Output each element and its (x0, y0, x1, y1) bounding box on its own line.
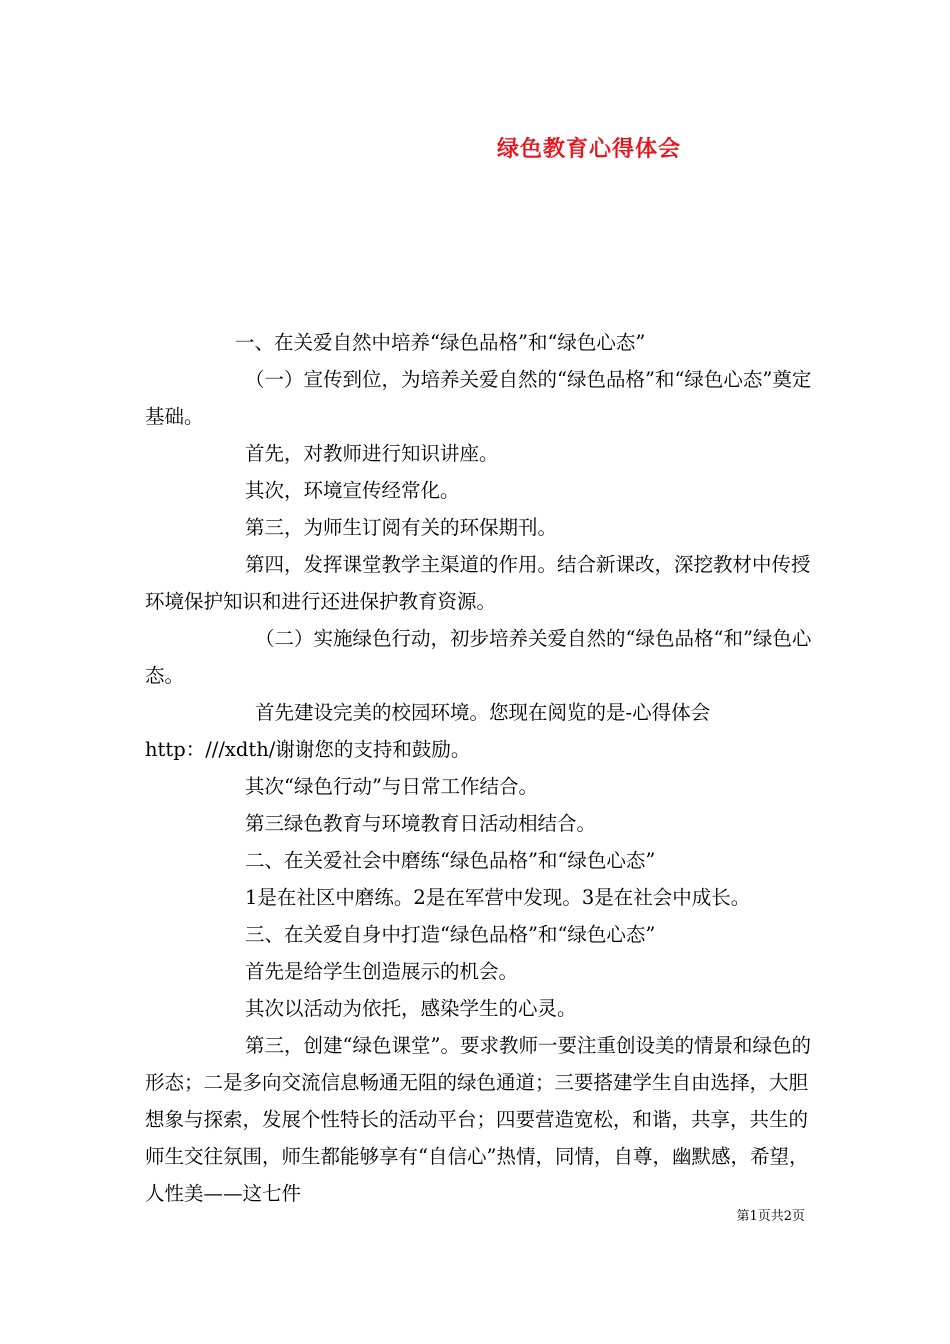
paragraph: 1是在社区中磨练。2是在军营中发现。3是在社会中成长。 (245, 886, 751, 909)
paragraph: 首先是给学生创造展示的机会。 (245, 960, 519, 983)
paragraph: 第三，为师生订阅有关的环保期刊。 (245, 516, 558, 539)
paragraph: 首先建设完美的校园环境。您现在阅览的是-心得体会http：///xdth/谢谢您的支持和鼓励。 (145, 701, 711, 761)
subsection-heading-2: （二）实施绿色行动，初步培养关爱自然的“绿色品格“和”绿色心态。 (145, 627, 812, 687)
paragraph: 第四，发挥课堂教学主渠道的作用。结合新课改，深挖教材中传授环境保护知识和进行还进保护教育资源。 (145, 553, 811, 613)
paragraph: 其次以活动为依托，感染学生的心灵。 (245, 997, 577, 1020)
section-heading-3: 三、在关爱自身中打造“绿色品格”和“绿色心态” (245, 923, 656, 946)
section-heading-1: 一、在关爱自然中培养“绿色品格”和“绿色心态” (235, 331, 646, 354)
document-title: 绿色教育心得体会 (496, 137, 681, 162)
page-number: 第1页共2页 (736, 1209, 805, 1224)
section-heading-2: 二、在关爱社会中磨练“绿色品格”和“绿色心态” (245, 849, 656, 872)
paragraph: 第三绿色教育与环境教育日活动相结合。 (245, 812, 597, 835)
paragraph: 其次“绿色行动”与日常工作结合。 (245, 775, 538, 798)
document-body (145, 324, 813, 1212)
paragraph: 首先，对教师进行知识讲座。 (245, 442, 499, 465)
paragraph: 其次，环境宣传经常化。 (245, 479, 460, 502)
paragraph: 第三，创建“绿色课堂”。要求教师一要注重创设美的情景和绿色的形态；二是多向交流信息畅通无阻的绿色通道；三要搭建学生自由选择，大胆想象与探索，发展个性特长的活动平台；四要营造宽松，和谐，共享，共生的师生交往氛围，师生都能够享有“自信心”热情，同情，自尊，幽默感，希望，人性美——这七件 (145, 1034, 811, 1205)
subsection-heading-1: （一）宣传到位，为培养关爱自然的“绿色品格”和“绿色心态”奠定基础。 (145, 368, 812, 428)
